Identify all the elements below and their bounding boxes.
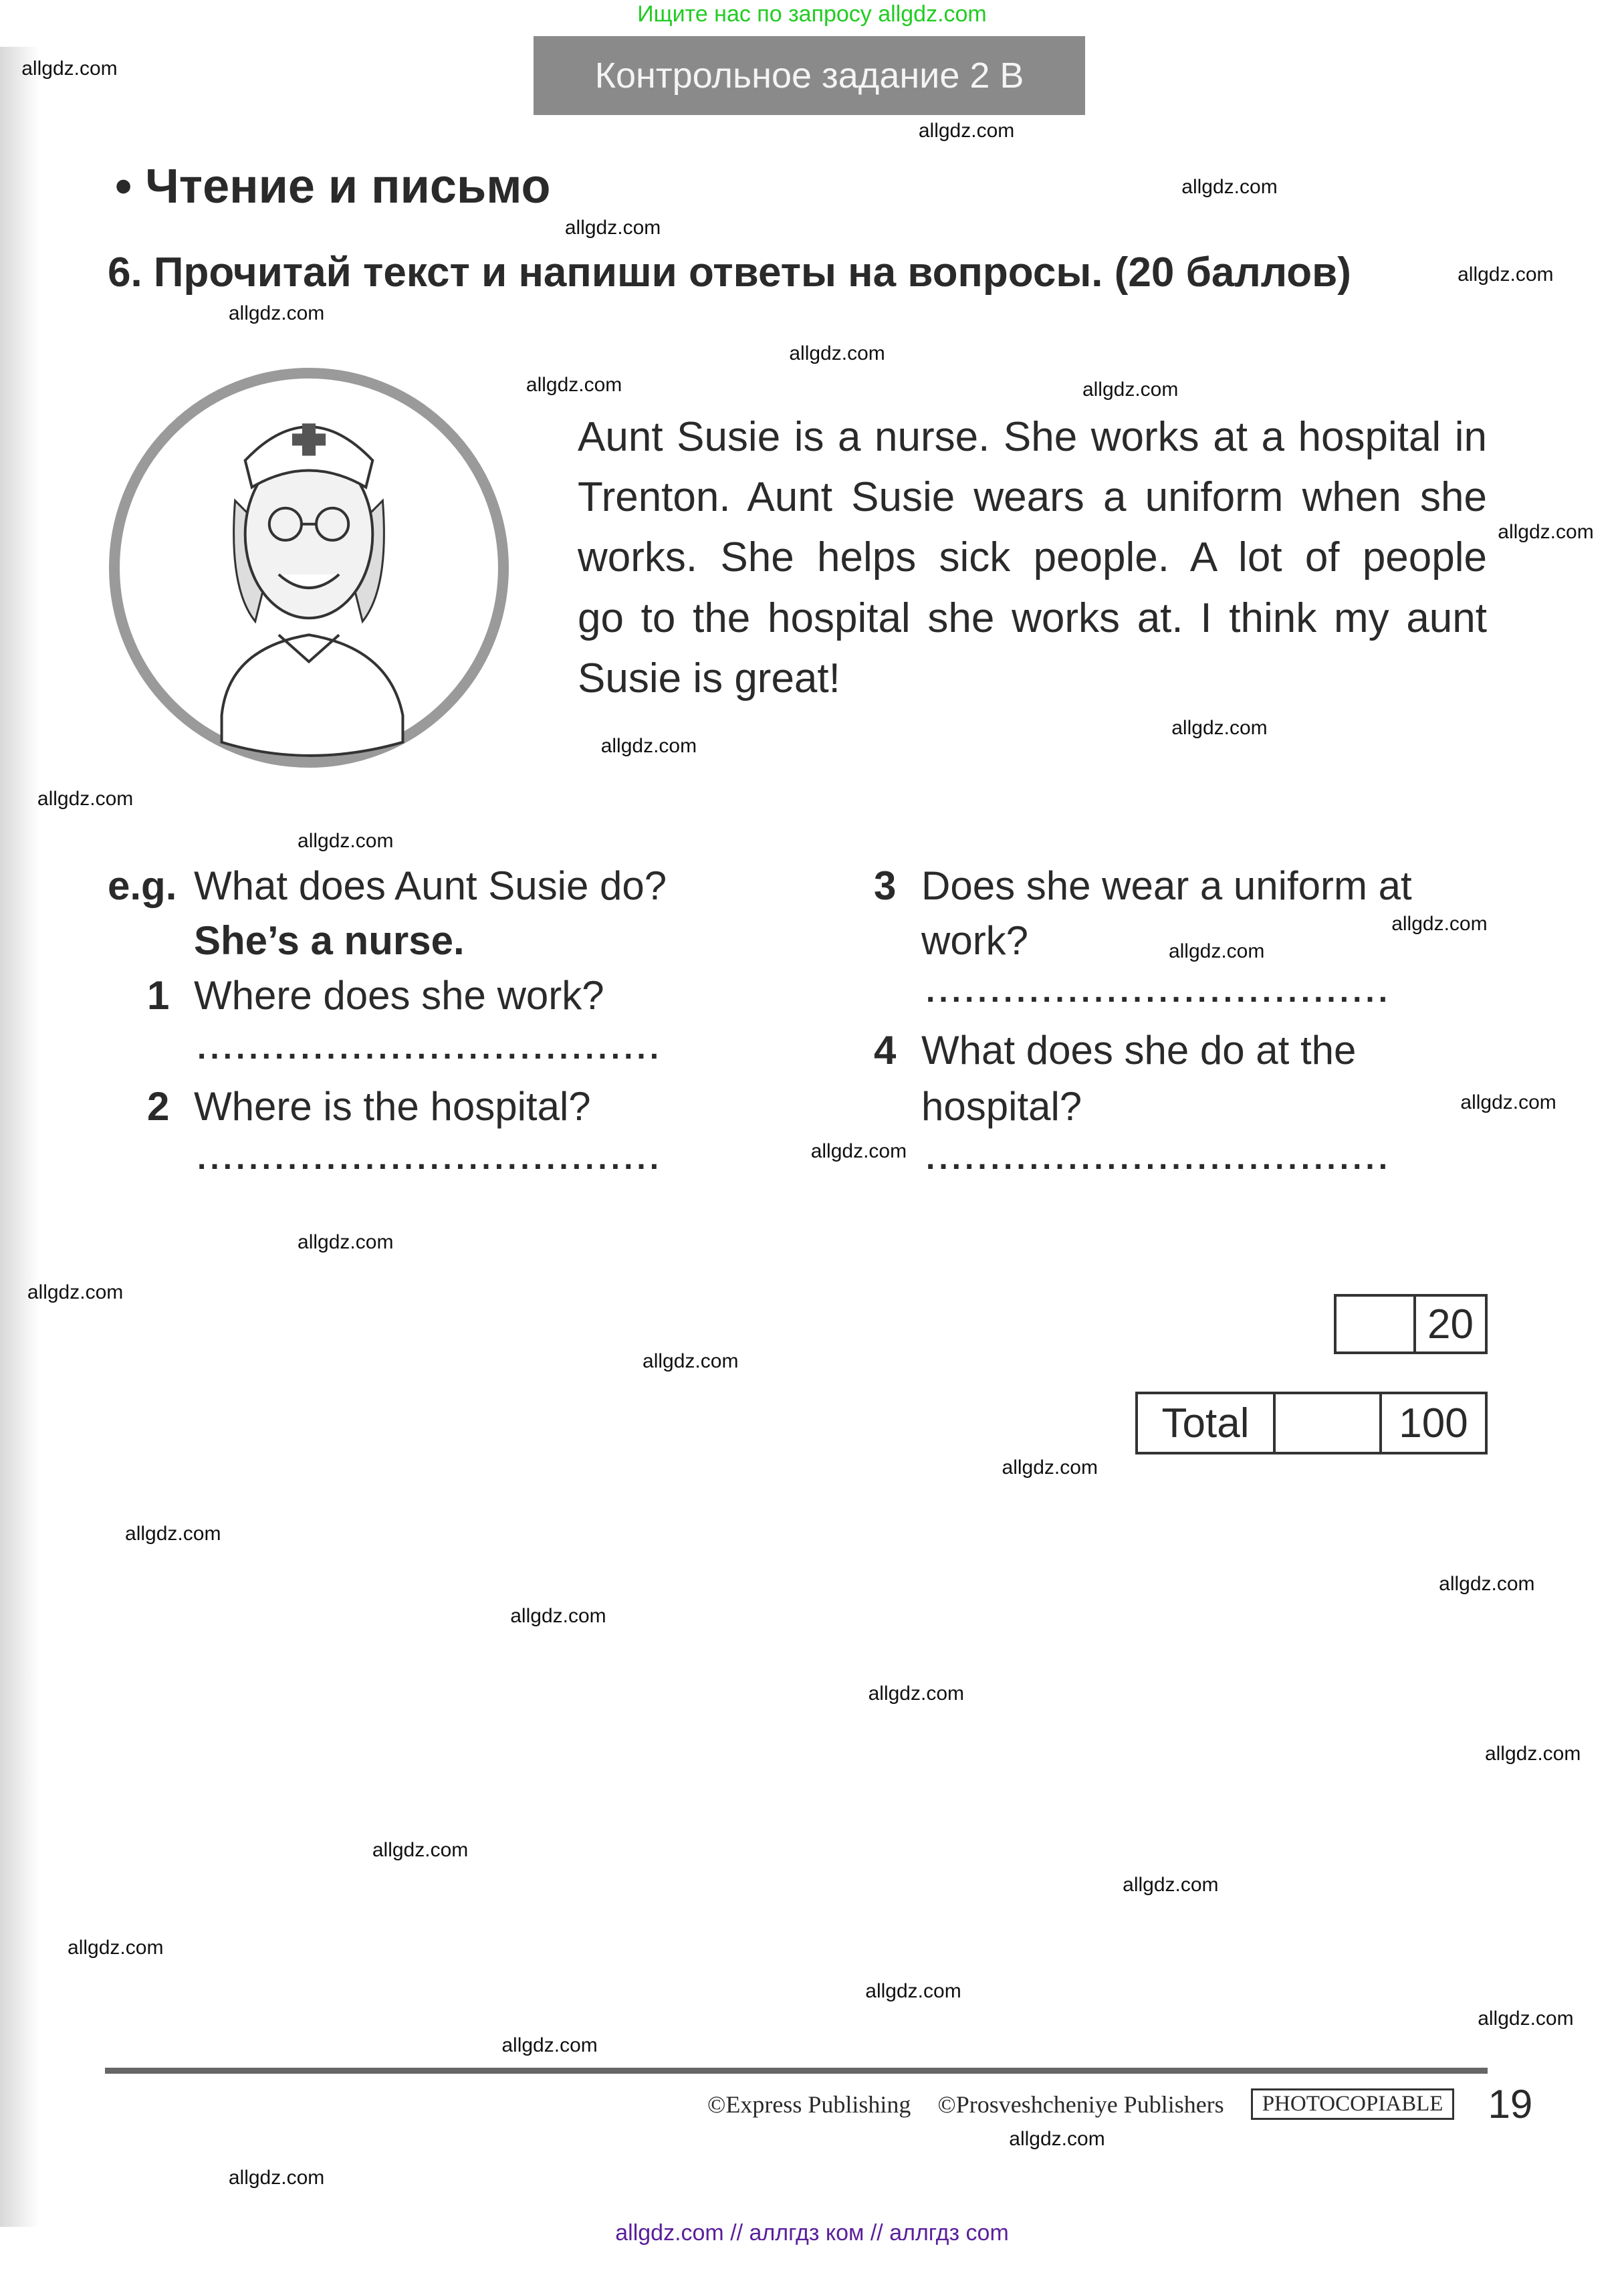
- watermark: allgdz.com: [868, 1682, 964, 1705]
- watermark: allgdz.com: [1082, 378, 1179, 401]
- score-max: 20: [1427, 1301, 1474, 1347]
- watermark: allgdz.com: [1171, 717, 1268, 739]
- watermark: allgdz.com: [298, 829, 394, 852]
- reading-text-line: Aunt Susie is a nurse. She works at a hospital in: [578, 414, 1487, 460]
- watermark: allgdz.com: [298, 1230, 394, 1253]
- watermark: allgdz.com: [1478, 2007, 1574, 2030]
- watermark: allgdz.com: [21, 58, 118, 80]
- question-number: 4: [874, 1028, 897, 1073]
- copyright-prosveshcheniye: ©Prosveshcheniye Publishers: [937, 2090, 1224, 2118]
- footer-rule: [105, 2068, 1488, 2074]
- copyright-express: ©Express Publishing: [707, 2090, 911, 2118]
- watermark: allgdz.com: [1168, 940, 1265, 962]
- watermark: allgdz.com: [526, 373, 622, 396]
- question-2: Where is the hospital?: [194, 1084, 591, 1129]
- watermark: allgdz.com: [1498, 520, 1594, 543]
- reading-text-line: Susie is great!: [578, 655, 840, 701]
- example-answer: She’s a nurse.: [194, 918, 465, 963]
- task-title: 6. Прочитай текст и напиши ответы на вопросы. (20 баллов): [108, 249, 1351, 296]
- nurse-illustration: [108, 366, 510, 769]
- reading-text-line: works. She helps sick people. A lot of people: [578, 534, 1487, 580]
- watermark: allgdz.com: [372, 1839, 469, 1862]
- reading-text-line: go to the hospital she works at. I think my aunt: [578, 595, 1487, 641]
- question-number: 1: [147, 973, 170, 1018]
- question-number: 2: [147, 1084, 170, 1129]
- watermark: allgdz.com: [564, 217, 661, 239]
- watermark: allgdz.com: [918, 119, 1015, 142]
- top-note[interactable]: Ищите нас по запросу allgdz.com: [637, 1, 987, 27]
- question-3-cont: work?: [921, 918, 1029, 963]
- reading-text-line: Trenton. Aunt Susie wears a uniform when she: [578, 474, 1487, 520]
- watermark: allgdz.com: [865, 1979, 961, 2002]
- page-fold-shadow: [0, 47, 40, 2227]
- test-header: Контрольное задание 2 B: [534, 36, 1085, 115]
- answer-line-3[interactable]: ....................................: [926, 974, 1392, 1009]
- watermark: allgdz.com: [1123, 1873, 1219, 1896]
- watermark: allgdz.com: [1458, 263, 1554, 286]
- question-4: What does she do at the: [921, 1028, 1357, 1073]
- watermark: allgdz.com: [1439, 1573, 1535, 1596]
- watermark: allgdz.com: [810, 1140, 907, 1163]
- answer-line-2[interactable]: ....................................: [197, 1141, 663, 1176]
- example-question: What does Aunt Susie do?: [194, 863, 667, 908]
- question-number: 3: [874, 863, 897, 908]
- question-3: Does she wear a uniform at: [921, 863, 1412, 908]
- watermark: allgdz.com: [27, 1281, 124, 1303]
- watermark: allgdz.com: [510, 1604, 606, 1627]
- watermark: allgdz.com: [1391, 913, 1488, 936]
- answer-line-1[interactable]: ....................................: [197, 1031, 663, 1066]
- photocopiable-badge: PHOTOCOPIABLE: [1251, 2088, 1455, 2120]
- watermark: allgdz.com: [789, 342, 885, 364]
- watermark: allgdz.com: [228, 2167, 325, 2189]
- watermark: allgdz.com: [643, 1350, 739, 1373]
- watermark: allgdz.com: [501, 2034, 598, 2057]
- watermark: allgdz.com: [37, 788, 134, 810]
- bottom-note[interactable]: allgdz.com // аллгдз ком // аллгдз com: [615, 2220, 1009, 2246]
- answer-line-4[interactable]: ....................................: [926, 1141, 1392, 1176]
- watermark: allgdz.com: [1484, 1743, 1581, 1765]
- watermark: allgdz.com: [1009, 2128, 1105, 2151]
- example-label: e.g.: [108, 863, 177, 908]
- section-title: • Чтение и письмо: [115, 160, 551, 213]
- watermark: allgdz.com: [1002, 1456, 1098, 1479]
- score-input[interactable]: [1337, 1297, 1416, 1351]
- page-number: 19: [1488, 2082, 1533, 2127]
- total-input[interactable]: [1276, 1394, 1382, 1452]
- watermark: allgdz.com: [1460, 1091, 1556, 1114]
- question-1: Where does she work?: [194, 973, 604, 1018]
- total-box: [1135, 1392, 1488, 1454]
- total-label: Total: [1138, 1394, 1276, 1452]
- watermark: allgdz.com: [228, 302, 325, 324]
- watermark: allgdz.com: [68, 1937, 164, 1959]
- watermark: allgdz.com: [1181, 175, 1278, 198]
- watermark: allgdz.com: [600, 734, 697, 757]
- watermark: allgdz.com: [125, 1523, 221, 1545]
- footer: [707, 2081, 1532, 2127]
- score-box: [1334, 1294, 1488, 1354]
- total-max: 100: [1399, 1400, 1468, 1446]
- question-4-cont: hospital?: [921, 1084, 1082, 1129]
